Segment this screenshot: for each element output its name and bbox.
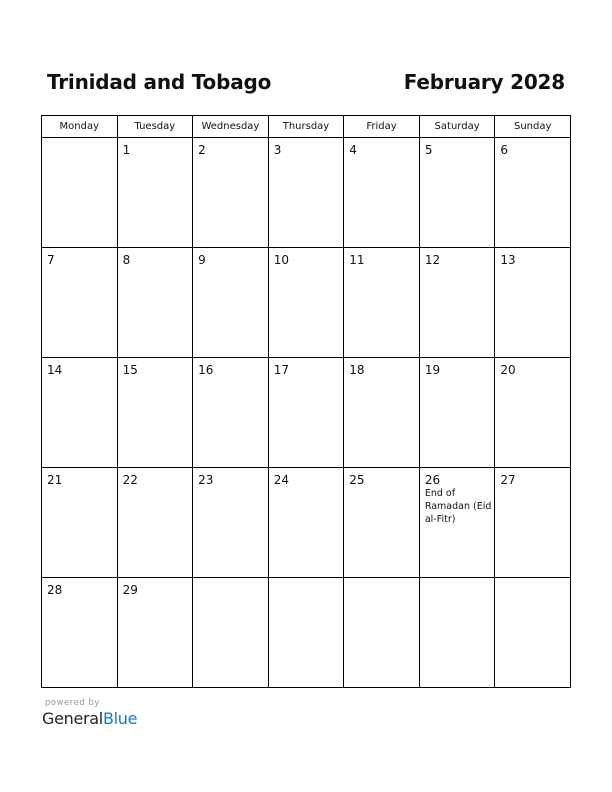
day-number: 22 [122, 473, 138, 487]
day-cell [419, 468, 495, 578]
day-cell [193, 138, 269, 248]
day-cell [495, 358, 571, 468]
day-cell [495, 468, 571, 578]
week-row [42, 138, 571, 248]
weekday-header: Saturday [419, 116, 495, 138]
powered-by-text: powered by [45, 698, 100, 708]
day-cell [495, 578, 571, 688]
day-cell [193, 468, 269, 578]
day-cell [42, 138, 118, 248]
holiday-label: End of Ramadan (Eid al-Fitr) [424, 488, 492, 525]
day-cell [419, 138, 495, 248]
day-cell [419, 248, 495, 358]
day-number: 9 [198, 253, 206, 267]
day-number: 26 [424, 473, 441, 487]
day-cell [268, 578, 344, 688]
day-cell [117, 578, 193, 688]
week-row [42, 248, 571, 358]
weekday-header: Sunday [495, 116, 571, 138]
day-cell [344, 138, 420, 248]
day-number: 3 [273, 143, 282, 157]
day-cell [117, 248, 193, 358]
day-cell [268, 468, 344, 578]
day-number: 24 [273, 473, 289, 487]
day-number: 1 [122, 143, 131, 157]
day-number: 16 [198, 363, 214, 377]
day-number: 13 [500, 253, 516, 267]
generalblue-logo[interactable] [42, 709, 137, 728]
calendar-country-title: Trinidad and Tobago [47, 70, 272, 94]
day-cell [268, 138, 344, 248]
day-cell [193, 358, 269, 468]
day-cell [42, 468, 118, 578]
brand-name-part1: General [42, 709, 103, 728]
weekday-header: Thursday [268, 116, 344, 138]
day-number: 15 [122, 363, 138, 377]
day-number: 12 [424, 253, 441, 267]
week-row [42, 578, 571, 688]
day-number: 19 [424, 363, 441, 377]
day-cell [419, 358, 495, 468]
day-cell [268, 358, 344, 468]
day-cell [117, 138, 193, 248]
day-number: 21 [47, 473, 63, 487]
day-cell [495, 248, 571, 358]
week-row [42, 358, 571, 468]
day-number: 11 [349, 253, 365, 267]
day-number: 10 [273, 253, 289, 267]
day-cell [193, 578, 269, 688]
day-cell [268, 248, 344, 358]
day-number: 20 [500, 363, 516, 377]
day-number: 18 [349, 363, 365, 377]
day-number: 5 [424, 143, 433, 157]
weekday-header: Friday [344, 116, 420, 138]
day-cell [344, 578, 420, 688]
day-number: 6 [500, 143, 509, 157]
day-cell [117, 358, 193, 468]
week-row [42, 468, 571, 578]
day-cell [42, 578, 118, 688]
day-cell [344, 468, 420, 578]
day-cell [495, 138, 571, 248]
calendar-grid [41, 115, 571, 688]
day-cell [193, 248, 269, 358]
day-number: 27 [500, 473, 516, 487]
day-cell [42, 248, 118, 358]
weekday-header: Tuesday [117, 116, 193, 138]
day-number: 17 [273, 363, 289, 377]
weekday-header-row [42, 116, 571, 138]
weekday-header: Wednesday [193, 116, 269, 138]
day-number: 23 [198, 473, 214, 487]
day-number: 14 [47, 363, 63, 377]
weekday-header: Monday [42, 116, 118, 138]
day-number: 2 [198, 143, 206, 157]
day-number: 25 [349, 473, 365, 487]
day-cell [117, 468, 193, 578]
day-cell [344, 358, 420, 468]
day-number: 7 [47, 253, 55, 267]
calendar-month-title: February 2028 [403, 70, 565, 94]
day-cell [344, 248, 420, 358]
day-number: 29 [122, 583, 138, 597]
day-number: 8 [122, 253, 131, 267]
day-number: 28 [47, 583, 63, 597]
day-number: 4 [349, 143, 357, 157]
day-cell [42, 358, 118, 468]
brand-name-part2: Blue [102, 709, 138, 728]
day-cell [419, 578, 495, 688]
